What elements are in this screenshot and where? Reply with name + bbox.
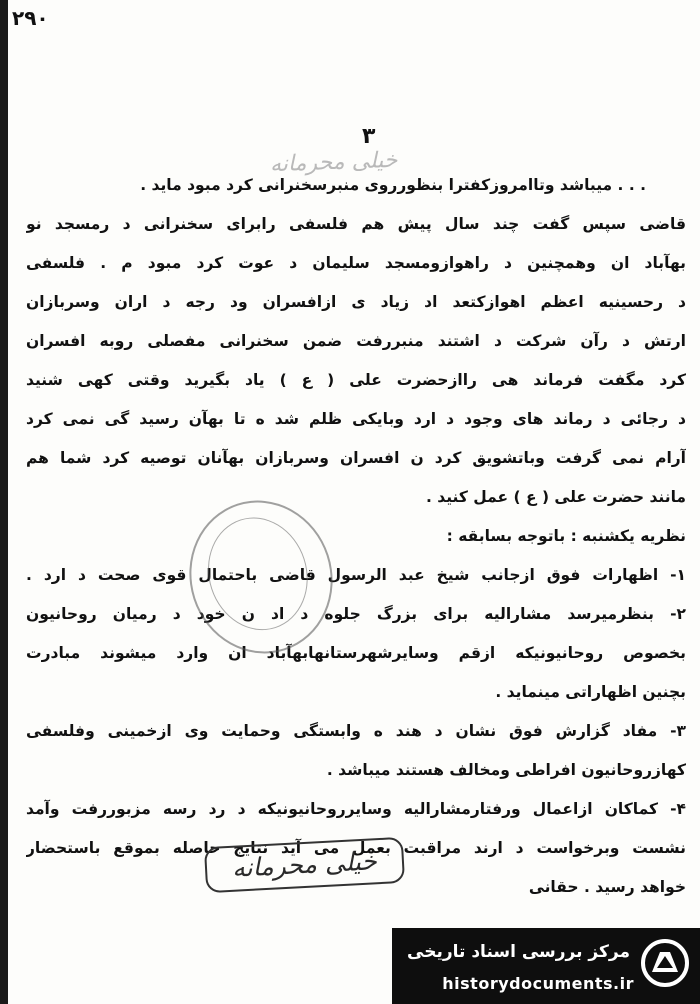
archive-footer [392,928,700,1004]
binding-edge [0,0,8,1004]
faint-classification-stamp: خیلی محرمانه [269,147,398,178]
archive-name: مرکز بررسی اسناد تاریخی [407,942,630,962]
analysis-item-3: ۳- مفاد گزارش فوق نشان د هند ه وابستگی وحمایت وی ازخمینی وفلسفی [26,722,686,740]
archive-logo-icon [640,938,690,988]
analysis-item-4: ۴- کماکان ازاعمال ورفتارمشارالیه وسایرروحانیونیکه د رد رسه مزبوررفت وآمد [26,800,686,818]
archive-url: historydocuments.ir [442,974,634,993]
report-line: ارتش د رآن شرکت د اشتند منبررفت ضمن سخنرانی مفصلی روبه افسران [26,332,686,350]
report-line: بچنین اظهاراتی مینماید . [495,683,686,701]
report-line: خواهد رسید . حقانی [528,878,686,896]
report-line: بهآباد ان وهمچنین د راهوازومسجد سلیمان د عوت کرد مبود م . فلسفی [26,254,686,272]
report-line: د رجائی د رماند های وجود د ارد وبایکی ظلم شد ه تا بهآن رسید گی نمی کرد [26,410,686,428]
page-number: ۲۹۰ [12,6,49,30]
report-line: د رحسینیه اعظم اهوازکتعد اد زیاد ی ازافسران ود رجه د اران وسربازان [26,293,686,311]
sheet-number: ۳ [362,124,376,149]
report-line: کهازروحانیون افراطی ومخالف هستند میباشد . [326,761,686,779]
report-line: مانند حضرت علی ( ع ) عمل کنید . [425,488,686,506]
report-body [26,166,686,907]
report-line: بخصوص روحانیونیکه ازقم وسایرشهرستانهابهآباد ان وارد میشوند مبادرت [26,644,686,662]
analysis-heading: نظریه یکشنبه : باتوجه بسابقه : [446,527,686,545]
analysis-item-1: ۱- اظهارات فوق ازجانب شیخ عبد الرسول قاضی باحتمال قوی صحت د ارد . [26,566,686,584]
report-line: قاضی سپس گفت چند سال پیش هم فلسفی رابرای سخنرانی د رمسجد نو [26,215,686,233]
classification-stamp: خیلی محرمانه [204,837,405,893]
analysis-item-2: ۲- بنظرمیرسد مشارالیه برای بزرگ جلوه د اد ن خود د رمیان روحانیون [26,605,686,623]
report-line: کرد مگفت فرماند هی راازحضرت علی ( ع ) یاد بگیرید وقتی کهی شنید [26,371,686,389]
report-line: . . . میباشد وتاامروزکفترا بنظورروی منبرسخنرانی کرد مبود ماید . [140,176,646,194]
report-line: آرام نمی گرفت وباتشویق کرد ن افسران وسربازان بهآنان توصیه کرد شما هم [26,449,686,467]
report-line: نشست وبرخواست د ارند مراقبت بعمل می آید نتایج حاصله بموقع باستحضار [26,839,686,857]
